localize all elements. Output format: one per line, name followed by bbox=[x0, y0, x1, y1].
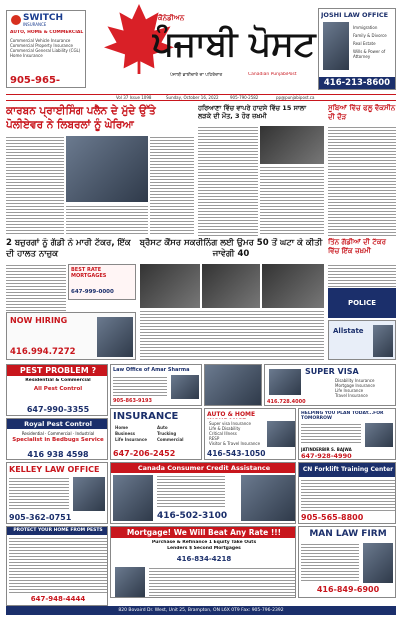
lead-story-photo bbox=[66, 136, 148, 202]
police-car-photo bbox=[260, 126, 324, 164]
switch-line-2: Commercial Property Insurance bbox=[10, 43, 74, 48]
royal-pest-title: Royal Pest Control bbox=[7, 419, 108, 429]
pest-title: PEST PROBLEM ? bbox=[7, 365, 108, 376]
mortgage-text bbox=[149, 567, 295, 597]
issue-date: Sunday, October 16, 2022 bbox=[166, 95, 219, 100]
auto-home-phone[interactable]: 416-543-1050 bbox=[207, 449, 266, 458]
insurance-item-5: Life Insurance bbox=[115, 437, 147, 442]
logo-text: ਪੰਜਾਬੀ ਪੋਸਟ bbox=[152, 24, 316, 64]
kelley-photo bbox=[73, 477, 105, 511]
auto-home-item-1: Super visa Insurance bbox=[209, 421, 251, 426]
cn-forklift-ad[interactable] bbox=[298, 462, 396, 524]
second-story-text-2 bbox=[260, 166, 324, 236]
joshi-line-4: Wills & Power of Attorney bbox=[353, 49, 386, 59]
mammogram-photo-3 bbox=[262, 264, 324, 308]
lead-story-text bbox=[6, 136, 64, 236]
consumer-text bbox=[157, 475, 225, 509]
man-law-title: MAN LAW FIRM bbox=[309, 529, 387, 539]
joshi-line-1: Immigration bbox=[353, 25, 378, 30]
royal-pest-line: Specialist in Bedbugs Service bbox=[12, 437, 104, 443]
info-strip bbox=[6, 94, 396, 101]
third-story-text bbox=[328, 126, 396, 236]
super-visa-item-2: Mortgage Insurance bbox=[335, 383, 375, 388]
man-law-photo bbox=[363, 543, 393, 583]
man-law-text bbox=[301, 543, 359, 583]
masthead bbox=[0, 0, 400, 100]
kelley-services bbox=[9, 477, 69, 511]
auto-home-item-4: RESP bbox=[209, 436, 220, 441]
insurance-item-2: Auto bbox=[157, 425, 168, 430]
royal-pest-ad[interactable] bbox=[6, 418, 108, 460]
royal-pest-phone[interactable]: 416 938 4598 bbox=[27, 450, 89, 459]
realtor-photo bbox=[97, 317, 133, 357]
insurance-item-4: Trucking bbox=[157, 431, 177, 436]
second-headline[interactable]: ਹਰਿਆਣਾ ਵਿੱਚ ਵਾਪਰੇ ਹਾਦਸੇ ਵਿੱਚ 15 ਸਾਲਾ ਲੜਕੇ ਦੀ ਮੌਤ, 3 ਹੋਰ ਜ਼ਖ਼ਮੀ bbox=[198, 104, 307, 120]
second-story-text bbox=[198, 126, 258, 236]
switch-headline: AUTO, HOME & COMMERCIAL bbox=[10, 30, 84, 35]
consumer-photo-1 bbox=[113, 475, 153, 521]
joshi-phone[interactable]: 416-213-8600 bbox=[319, 77, 395, 89]
lead-story-text-3 bbox=[150, 136, 194, 236]
switch-phone[interactable]: 905-965- bbox=[10, 75, 61, 86]
tagline-en: Canadian PunjabiPost bbox=[248, 72, 297, 77]
insurance-title: INSURANCE bbox=[113, 411, 179, 422]
agent-photo bbox=[373, 325, 393, 357]
joshi-title: JOSHI LAW OFFICE bbox=[321, 11, 389, 19]
auto-home-ad[interactable] bbox=[204, 408, 296, 460]
switch-brand: SWITCH bbox=[23, 13, 64, 23]
footer: 820 Bovaird Dr. West, Unit 25, Brampton, ON L6X 0T9 Fax: 905-796-2392 bbox=[6, 606, 396, 615]
best-rate-phone[interactable]: 647-999-0000 bbox=[71, 289, 114, 295]
mortgage-photo bbox=[115, 567, 145, 597]
man-law-phone[interactable]: 416-849-6900 bbox=[316, 585, 380, 594]
cn-forklift-phone[interactable]: 905-565-8800 bbox=[301, 513, 364, 522]
office-email[interactable]: pp@punjabipost.ca bbox=[276, 95, 315, 100]
pest-sub: Residential & Commercial bbox=[25, 378, 91, 383]
pest-problem-ad[interactable] bbox=[6, 364, 108, 416]
switch-brand-sub: INSURANCE bbox=[23, 22, 47, 27]
auto-home-title: AUTO & HOME bbox=[207, 411, 256, 418]
canada-consumer-ad[interactable] bbox=[110, 462, 296, 524]
insurance-item-1: Home bbox=[115, 425, 128, 430]
mortgage-line-1: Purchase & Refinance 1 Equity Take Outs bbox=[151, 540, 257, 545]
cn-forklift-text bbox=[301, 479, 395, 511]
insurance-item-3: Business bbox=[115, 431, 135, 436]
switch-logo-icon bbox=[11, 15, 21, 25]
helping-ad[interactable] bbox=[298, 408, 396, 460]
switch-line-4: Home Insurance bbox=[10, 53, 43, 58]
joshi-line-3: Real Estate bbox=[353, 41, 376, 46]
switch-line-3: Commercial General Liability (CGL) bbox=[10, 48, 81, 53]
protect-title: PROTECT YOUR HOME FROM PESTS bbox=[7, 527, 108, 535]
auto-home-item-2: Life & Disability bbox=[209, 426, 241, 431]
office-phone: 905-790-2582 bbox=[230, 95, 259, 100]
helping-name: JATINDERBIR S. BAJWA bbox=[301, 447, 352, 452]
pest-phone[interactable]: 647-990-3355 bbox=[26, 405, 90, 414]
switch-insurance-ad[interactable] bbox=[6, 10, 86, 88]
mortgage-ad[interactable] bbox=[110, 526, 296, 598]
allstate-ad[interactable] bbox=[328, 320, 396, 360]
man-law-ad[interactable] bbox=[298, 526, 396, 598]
tagline: ਪੰਜਾਬੀ ਭਾਈਚਾਰੇ ਦਾ ਪਹਿਰੇਦਾਰ bbox=[170, 73, 223, 78]
mammogram-photo-2 bbox=[202, 264, 260, 308]
auto-home-item-5: Visitor & Travel Insurance bbox=[209, 441, 261, 446]
royal-pest-sub: Residential · Commercial · Industrial bbox=[21, 431, 95, 436]
now-hiring-phone[interactable]: 416.994.7272 bbox=[10, 347, 76, 357]
amar-sharma-photo bbox=[171, 375, 199, 399]
kelley-phone[interactable]: 905-362-0751 bbox=[9, 513, 72, 522]
consumer-photo-2 bbox=[241, 475, 295, 521]
helping-photo bbox=[365, 423, 393, 447]
law-office-services bbox=[113, 376, 167, 396]
best-rate-ad[interactable] bbox=[68, 264, 136, 300]
protect-phone[interactable]: 647-948-4444 bbox=[30, 595, 86, 603]
lead-headline[interactable]: ਕਾਰਬਨ ਪ੍ਰਾਈਸਿੰਗ ਪਲੈਨ ਦੇ ਮੁੱਦੇ ਉੱਤੇ ਪੋਲੀਏਵਰ ਨੇ ਲਿਬਰਲਾਂ ਨੂੰ ਘੇਰਿਆ bbox=[6, 105, 156, 131]
insurance-phone[interactable]: 647-206-2452 bbox=[113, 449, 176, 458]
best-rate-title: BEST RATE MORTGAGES bbox=[71, 267, 107, 279]
super-visa-phone[interactable]: 416.728.4000 bbox=[267, 399, 306, 405]
now-hiring-ad[interactable] bbox=[6, 312, 136, 360]
super-visa-item-1: Disability Insurance bbox=[335, 378, 375, 383]
cn-forklift-title: CN Forklift Training Center bbox=[299, 463, 396, 477]
super-visa-title: SUPER VISA bbox=[305, 367, 359, 376]
helping-text bbox=[301, 423, 361, 445]
insurance-ad[interactable] bbox=[110, 408, 202, 460]
protect-text bbox=[9, 537, 107, 593]
fourth-headline[interactable]: 2 ਬਜ਼ੁਰਗਾਂ ਨੂੰ ਗੱਡੀ ਨੇ ਮਾਰੀ ਟੱਕਰ, ਇੱਕ ਦੀ ਹਾਲਤ ਨਾਜ਼ੁਕ bbox=[6, 238, 131, 259]
lawyer-photo bbox=[323, 22, 349, 70]
pest-line: All Pest Control bbox=[33, 386, 83, 392]
law-office-ad[interactable] bbox=[110, 364, 202, 406]
canada-consumer-phone[interactable]: 416-502-3100 bbox=[157, 511, 228, 521]
fifth-story-text bbox=[140, 310, 324, 360]
event-ad[interactable] bbox=[204, 364, 262, 406]
protect-home-ad[interactable] bbox=[6, 526, 108, 606]
kelley-law-ad[interactable] bbox=[6, 462, 108, 524]
helping-phone[interactable]: 647-928-4990 bbox=[301, 452, 352, 460]
auto-home-photo bbox=[267, 421, 295, 447]
police-ad[interactable]: POLICE bbox=[328, 288, 396, 318]
auto-home-item-3: Critical Illness bbox=[209, 431, 237, 436]
kelley-title: KELLEY LAW OFFICE bbox=[9, 465, 100, 474]
joshi-law-ad[interactable] bbox=[318, 8, 396, 90]
mammogram-photo-1 bbox=[140, 264, 200, 308]
canada-consumer-title: Canada Consumer Credit Assistance bbox=[111, 463, 296, 473]
issue-number: Vol 37 Issue 1098 bbox=[116, 95, 152, 100]
insurance-item-6: Commercial bbox=[157, 437, 184, 442]
super-visa-item-4: Travel Insurance bbox=[335, 393, 368, 398]
lead-story-text-2 bbox=[66, 205, 148, 236]
law-office-phone[interactable]: 905-863-9193 bbox=[113, 398, 152, 404]
allstate-logo: Allstate bbox=[333, 327, 364, 335]
mortgage-line-2: Lenders $ Second Mortgages bbox=[167, 546, 241, 551]
super-visa-ad[interactable] bbox=[264, 364, 396, 406]
joshi-line-2: Family & Divorce bbox=[353, 33, 387, 38]
third-headline[interactable]: ਸੂਬਿਆਂ ਵਿੱਚ ਫਲੂ ਵੈਕਸੀਨ ਦੀ ਦੌੜ bbox=[328, 104, 396, 121]
law-office-title: Law Office of Amar Sharma bbox=[113, 367, 190, 373]
switch-line-1: Commercial Vehicle Insurance bbox=[10, 38, 71, 43]
mortgage-title: Mortgage! We Will Beat Any Rate !!! bbox=[111, 527, 296, 538]
super-visa-item-3: Life Insurance bbox=[335, 388, 364, 393]
sixth-headline[interactable]: ਤਿੰਨ ਗੱਡੀਆਂ ਦੀ ਟੱਕਰ ਵਿੱਚ ਇੱਕ ਜ਼ਖ਼ਮੀ bbox=[328, 238, 386, 255]
helping-title: HELPING YOU PLAN TODAY...FOR TOMORROW bbox=[301, 411, 384, 421]
mortgage-phone[interactable]: 416-834-4218 bbox=[176, 555, 232, 563]
now-hiring-title: NOW HIRING bbox=[10, 316, 68, 325]
fifth-headline[interactable]: ਬ੍ਰੈਸਟ ਕੈਂਸਰ ਸਕਰੀਨਿੰਗ ਲਈ ਉਮਰ 50 ਤੋਂ ਘਟਾ ਕੇ ਕੀਤੀ ਜਾਵੇਗੀ 40 bbox=[139, 238, 323, 259]
super-visa-agent-photo bbox=[269, 369, 301, 395]
logo-prefix: ਕੈਨੇਡੀਅਨ bbox=[158, 14, 185, 22]
